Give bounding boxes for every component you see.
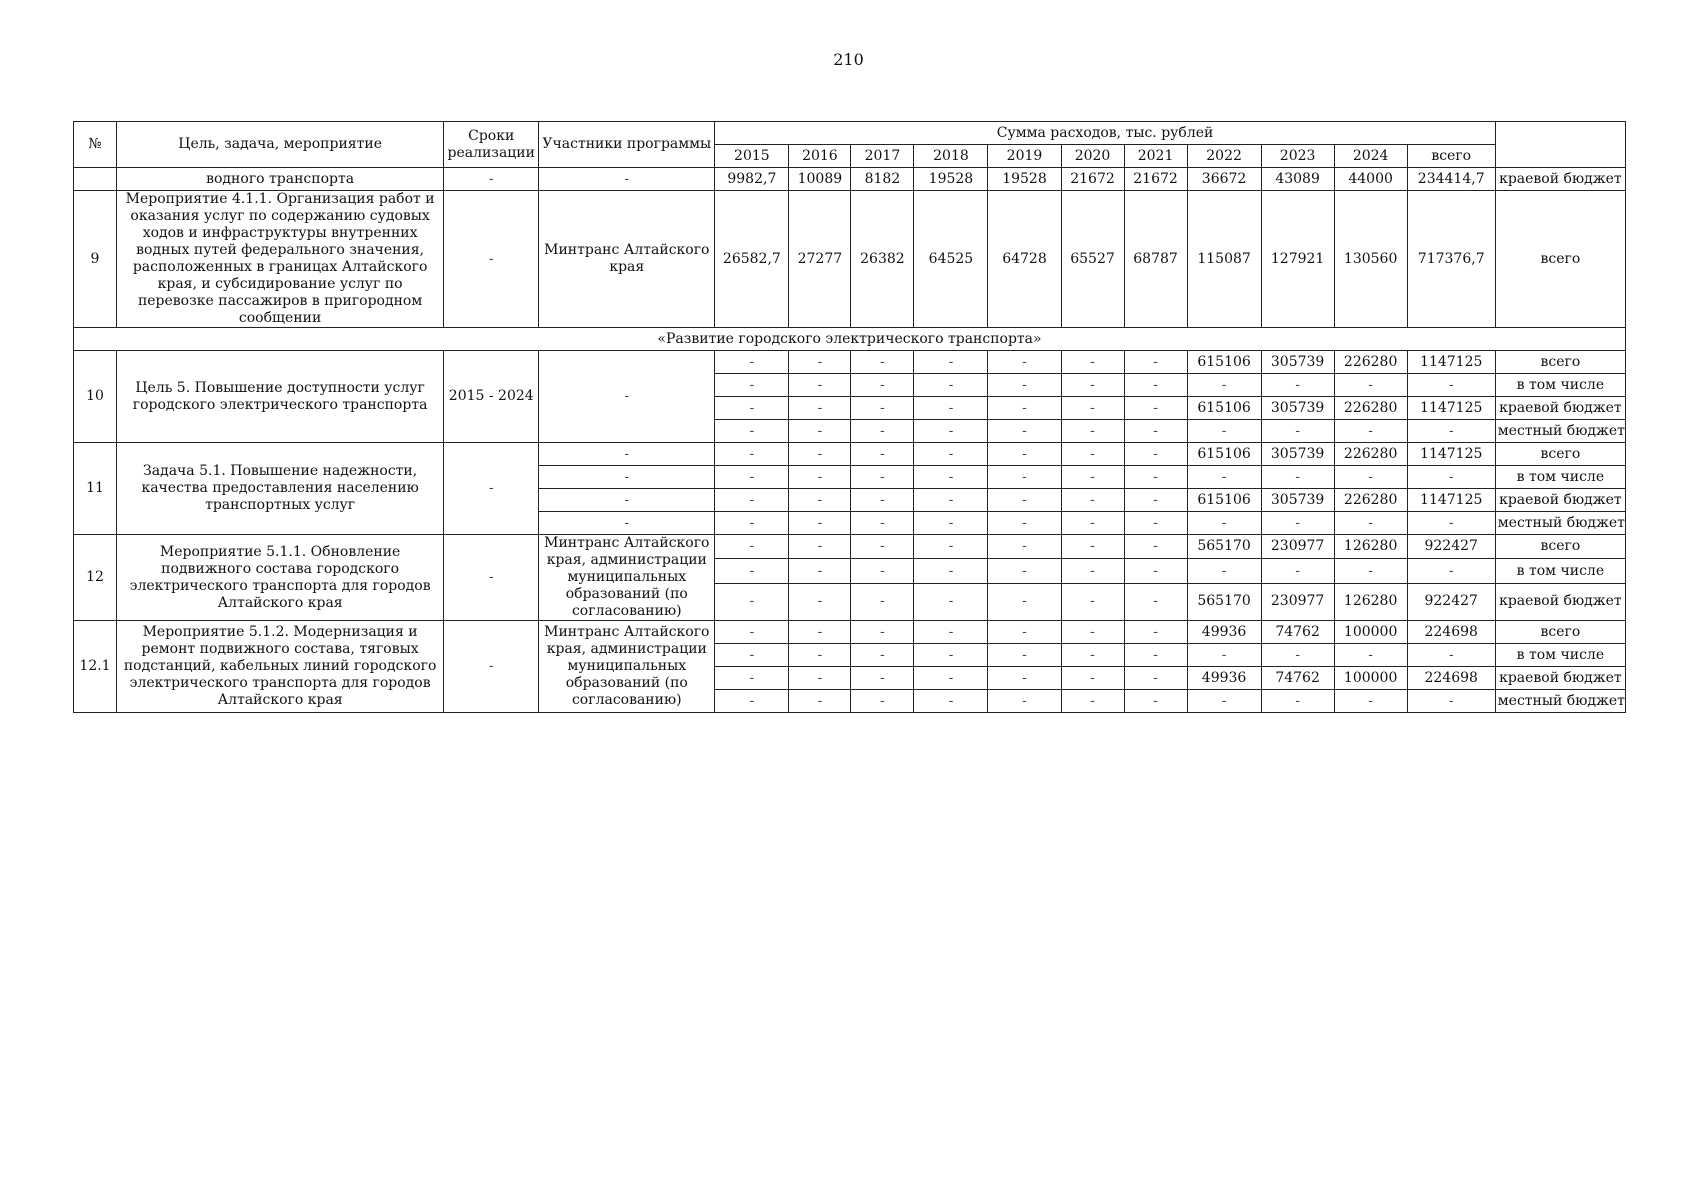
cell-value: -	[1061, 667, 1124, 690]
cell-value: 126280	[1334, 583, 1407, 620]
cell-value: 100000	[1334, 621, 1407, 644]
cell-value: 615106	[1187, 443, 1261, 466]
row-source: местный бюджет	[1495, 690, 1625, 713]
row-participants: -	[539, 466, 715, 489]
row-goal: Мероприятие 5.1.1. Обновление подвижного состава городского электрического транспорта для городов Алтайского края	[117, 535, 444, 621]
table-row	[74, 351, 1626, 374]
section-title: «Развитие городского электрического транспорта»	[74, 328, 1626, 351]
cell-total: -	[1407, 512, 1495, 535]
cell-value: -	[914, 489, 988, 512]
cell-value: -	[851, 443, 914, 466]
row-participants: -	[539, 443, 715, 466]
page-number: 210	[833, 50, 864, 69]
cell-value: 226280	[1334, 397, 1407, 420]
cell-value: -	[789, 644, 851, 667]
cell-value: -	[1061, 443, 1124, 466]
cell-value: -	[789, 374, 851, 397]
cell-value: -	[1061, 397, 1124, 420]
cell-total: -	[1407, 420, 1495, 443]
cell-value: -	[851, 351, 914, 374]
row-participants: -	[539, 489, 715, 512]
row-goal: Цель 5. Повышение доступности услуг городского электрического транспорта	[117, 351, 444, 443]
cell-value: -	[988, 351, 1061, 374]
row-source: краевой бюджет	[1495, 168, 1625, 191]
header-goal: Цель, задача, мероприятие	[117, 122, 444, 168]
cell-value: 130560	[1334, 191, 1407, 328]
cell-value: -	[914, 466, 988, 489]
cell-total: 234414,7	[1407, 168, 1495, 191]
row-goal: Мероприятие 4.1.1. Организация работ и оказания услуг по содержанию судовых ходов и инфраструктуры внутренних водных путей федерального значения, расположенных в границах Алтайского края, и субсидирование услуг по перевозке пассажиров в пригородном сообщении	[117, 191, 444, 328]
cell-value: 305739	[1261, 397, 1334, 420]
cell-total: -	[1407, 644, 1495, 667]
cell-value: -	[988, 621, 1061, 644]
cell-value: -	[851, 397, 914, 420]
cell-value: 49936	[1187, 621, 1261, 644]
cell-total: 1147125	[1407, 397, 1495, 420]
cell-value: -	[715, 690, 789, 713]
section-row	[74, 328, 1626, 351]
year-2015: 2015	[715, 145, 789, 168]
cell-value: 43089	[1261, 168, 1334, 191]
cell-value: -	[715, 621, 789, 644]
cell-value: -	[988, 512, 1061, 535]
cell-value: 230977	[1261, 535, 1334, 559]
header-num: №	[74, 122, 117, 168]
cell-value: -	[1061, 466, 1124, 489]
cell-value: -	[851, 583, 914, 620]
row-terms: 2015 - 2024	[444, 351, 539, 443]
cell-total: -	[1407, 690, 1495, 713]
cell-value: 64728	[988, 191, 1061, 328]
cell-value: -	[914, 583, 988, 620]
cell-value: -	[789, 420, 851, 443]
cell-value: 305739	[1261, 443, 1334, 466]
cell-value: 230977	[1261, 583, 1334, 620]
cell-value: -	[988, 667, 1061, 690]
cell-value: -	[851, 667, 914, 690]
row-participants: -	[539, 512, 715, 535]
cell-value: 565170	[1187, 535, 1261, 559]
cell-value: -	[1124, 351, 1187, 374]
cell-value: -	[1334, 374, 1407, 397]
table-row	[74, 443, 1626, 466]
year-2017: 2017	[851, 145, 914, 168]
cell-value: -	[1187, 512, 1261, 535]
cell-value: 226280	[1334, 443, 1407, 466]
year-2021: 2021	[1124, 145, 1187, 168]
cell-value: 74762	[1261, 621, 1334, 644]
row-source: краевой бюджет	[1495, 397, 1625, 420]
cell-value: -	[715, 351, 789, 374]
cell-value: -	[789, 559, 851, 583]
cell-value: -	[1124, 512, 1187, 535]
cell-total: 922427	[1407, 583, 1495, 620]
row-participants: Минтранс Алтайского края, администрации муниципальных образований (по согласованию)	[539, 535, 715, 621]
cell-value: -	[914, 644, 988, 667]
cell-value: -	[1061, 374, 1124, 397]
cell-total: 224698	[1407, 621, 1495, 644]
year-total: всего	[1407, 145, 1495, 168]
cell-value: -	[1124, 644, 1187, 667]
row-num: 9	[74, 191, 117, 328]
cell-value: 19528	[988, 168, 1061, 191]
cell-value: -	[789, 489, 851, 512]
row-source: краевой бюджет	[1495, 489, 1625, 512]
year-2016: 2016	[789, 145, 851, 168]
cell-value: -	[988, 583, 1061, 620]
year-2019: 2019	[988, 145, 1061, 168]
cell-value: -	[1061, 535, 1124, 559]
year-2022: 2022	[1187, 145, 1261, 168]
cell-value: -	[1124, 535, 1187, 559]
cell-value: -	[1334, 512, 1407, 535]
row-goal: водного транспорта	[117, 168, 444, 191]
row-source: в том числе	[1495, 374, 1625, 397]
cell-value: 9982,7	[715, 168, 789, 191]
cell-value: -	[914, 690, 988, 713]
cell-value: -	[914, 559, 988, 583]
row-source: всего	[1495, 351, 1625, 374]
table-row	[74, 535, 1626, 559]
header-terms: Сроки реализации	[444, 122, 539, 168]
cell-value: 68787	[1124, 191, 1187, 328]
cell-value: -	[1334, 559, 1407, 583]
cell-value: -	[715, 667, 789, 690]
cell-value: -	[851, 489, 914, 512]
cell-value: -	[914, 512, 988, 535]
cell-value: -	[914, 667, 988, 690]
cell-value: -	[1124, 397, 1187, 420]
cell-value: -	[1124, 559, 1187, 583]
header-row-1	[74, 122, 1626, 145]
row-source: местный бюджет	[1495, 512, 1625, 535]
cell-value: 126280	[1334, 535, 1407, 559]
cell-value: -	[1261, 559, 1334, 583]
row-terms: -	[444, 535, 539, 621]
cell-value: -	[851, 512, 914, 535]
cell-value: -	[988, 443, 1061, 466]
cell-value: 21672	[1124, 168, 1187, 191]
cell-value: 115087	[1187, 191, 1261, 328]
row-source: всего	[1495, 443, 1625, 466]
cell-value: -	[1124, 443, 1187, 466]
table-row	[74, 168, 1626, 191]
cell-value: -	[851, 420, 914, 443]
year-2018: 2018	[914, 145, 988, 168]
row-goal: Задача 5.1. Повышение надежности, качества предоставления населению транспортных услуг	[117, 443, 444, 535]
cell-value: -	[715, 443, 789, 466]
cell-value: -	[1261, 420, 1334, 443]
cell-value: 49936	[1187, 667, 1261, 690]
row-source: всего	[1495, 535, 1625, 559]
cell-total: 1147125	[1407, 443, 1495, 466]
cell-value: -	[1061, 644, 1124, 667]
table-row	[74, 191, 1626, 328]
cell-value: -	[851, 466, 914, 489]
cell-value: 100000	[1334, 667, 1407, 690]
cell-value: -	[1334, 690, 1407, 713]
cell-value: -	[715, 644, 789, 667]
cell-value: -	[715, 374, 789, 397]
cell-value: -	[1334, 644, 1407, 667]
header-participants: Участники программы	[539, 122, 715, 168]
cell-value: -	[914, 351, 988, 374]
row-num: 11	[74, 443, 117, 535]
cell-value: -	[914, 443, 988, 466]
cell-value: 615106	[1187, 351, 1261, 374]
cell-value: -	[1334, 420, 1407, 443]
cell-value: -	[914, 374, 988, 397]
row-num: 12.1	[74, 621, 117, 713]
row-goal: Мероприятие 5.1.2. Модернизация и ремонт подвижного состава, тяговых подстанций, кабельных линий городского электрического транспорта для городов Алтайского края	[117, 621, 444, 713]
cell-value: -	[1124, 667, 1187, 690]
row-source: краевой бюджет	[1495, 583, 1625, 620]
cell-value: -	[1187, 466, 1261, 489]
cell-total: -	[1407, 466, 1495, 489]
cell-value: -	[914, 535, 988, 559]
cell-value: -	[1334, 466, 1407, 489]
cell-value: -	[789, 583, 851, 620]
row-terms: -	[444, 621, 539, 713]
row-source: в том числе	[1495, 644, 1625, 667]
cell-value: -	[789, 512, 851, 535]
cell-value: -	[715, 535, 789, 559]
cell-value: 26382	[851, 191, 914, 328]
cell-value: -	[1187, 690, 1261, 713]
cell-value: -	[1261, 644, 1334, 667]
cell-value: -	[1061, 489, 1124, 512]
cell-value: -	[789, 690, 851, 713]
table-row	[74, 621, 1626, 644]
cell-value: -	[1061, 559, 1124, 583]
cell-value: 565170	[1187, 583, 1261, 620]
cell-value: -	[1061, 621, 1124, 644]
cell-value: 26582,7	[715, 191, 789, 328]
cell-value: -	[851, 374, 914, 397]
cell-value: -	[1261, 466, 1334, 489]
year-2020: 2020	[1061, 145, 1124, 168]
cell-value: -	[1124, 489, 1187, 512]
cell-value: -	[988, 397, 1061, 420]
row-terms: -	[444, 191, 539, 328]
cell-value: 21672	[1061, 168, 1124, 191]
cell-value: -	[1261, 512, 1334, 535]
year-2023: 2023	[1261, 145, 1334, 168]
cell-value: 226280	[1334, 489, 1407, 512]
cell-value: -	[715, 559, 789, 583]
cell-value: -	[988, 535, 1061, 559]
cell-value: 36672	[1187, 168, 1261, 191]
cell-total: 1147125	[1407, 489, 1495, 512]
cell-value: -	[988, 559, 1061, 583]
cell-value: -	[1187, 374, 1261, 397]
cell-value: -	[914, 420, 988, 443]
cell-value: -	[1124, 374, 1187, 397]
cell-value: -	[1061, 690, 1124, 713]
row-source: местный бюджет	[1495, 420, 1625, 443]
cell-value: -	[1061, 420, 1124, 443]
cell-value: 615106	[1187, 397, 1261, 420]
cell-value: -	[988, 489, 1061, 512]
cell-value: -	[1187, 644, 1261, 667]
year-2024: 2024	[1334, 145, 1407, 168]
row-source: в том числе	[1495, 559, 1625, 583]
cell-value: -	[789, 443, 851, 466]
cell-value: -	[789, 466, 851, 489]
cell-value: 27277	[789, 191, 851, 328]
row-participants: Минтранс Алтайского края	[539, 191, 715, 328]
row-terms: -	[444, 443, 539, 535]
budget-table	[73, 121, 1626, 713]
cell-value: 305739	[1261, 351, 1334, 374]
cell-value: 226280	[1334, 351, 1407, 374]
cell-value: 74762	[1261, 667, 1334, 690]
cell-value: -	[715, 583, 789, 620]
cell-value: -	[988, 374, 1061, 397]
cell-value: 615106	[1187, 489, 1261, 512]
cell-value: -	[789, 351, 851, 374]
cell-value: -	[1261, 690, 1334, 713]
cell-value: -	[1061, 583, 1124, 620]
cell-value: -	[715, 397, 789, 420]
cell-value: 44000	[1334, 168, 1407, 191]
cell-value: -	[851, 559, 914, 583]
row-participants: -	[539, 168, 715, 191]
header-source	[1495, 122, 1625, 168]
cell-value: 305739	[1261, 489, 1334, 512]
row-terms: -	[444, 168, 539, 191]
cell-value: 64525	[914, 191, 988, 328]
cell-value: -	[1187, 420, 1261, 443]
cell-value: -	[789, 667, 851, 690]
cell-total: 1147125	[1407, 351, 1495, 374]
cell-value: -	[789, 397, 851, 420]
row-source: в том числе	[1495, 466, 1625, 489]
row-participants: Минтранс Алтайского края, администрации муниципальных образований (по согласованию)	[539, 621, 715, 713]
cell-value: -	[715, 420, 789, 443]
cell-value: 65527	[1061, 191, 1124, 328]
cell-value: -	[1124, 466, 1187, 489]
cell-value: -	[1061, 351, 1124, 374]
cell-value: -	[1261, 374, 1334, 397]
cell-value: 10089	[789, 168, 851, 191]
cell-value: -	[715, 489, 789, 512]
cell-value: -	[789, 535, 851, 559]
cell-total: 922427	[1407, 535, 1495, 559]
cell-value: -	[715, 512, 789, 535]
cell-value: -	[1124, 420, 1187, 443]
cell-value: -	[988, 690, 1061, 713]
cell-value: -	[1124, 583, 1187, 620]
cell-value: -	[914, 397, 988, 420]
cell-value: -	[789, 621, 851, 644]
cell-value: -	[988, 644, 1061, 667]
row-num: 12	[74, 535, 117, 621]
row-num: 10	[74, 351, 117, 443]
cell-value: -	[851, 621, 914, 644]
cell-total: 224698	[1407, 667, 1495, 690]
cell-value: 8182	[851, 168, 914, 191]
cell-value: 19528	[914, 168, 988, 191]
cell-value: -	[1187, 559, 1261, 583]
cell-value: -	[1124, 621, 1187, 644]
cell-value: -	[1124, 690, 1187, 713]
row-source: всего	[1495, 191, 1625, 328]
cell-value: -	[914, 621, 988, 644]
row-source: краевой бюджет	[1495, 667, 1625, 690]
cell-value: -	[988, 466, 1061, 489]
row-participants: -	[539, 351, 715, 443]
row-source: всего	[1495, 621, 1625, 644]
cell-total: 717376,7	[1407, 191, 1495, 328]
cell-value: 127921	[1261, 191, 1334, 328]
row-num	[74, 168, 117, 191]
cell-value: -	[988, 420, 1061, 443]
cell-total: -	[1407, 374, 1495, 397]
cell-value: -	[851, 690, 914, 713]
cell-value: -	[851, 535, 914, 559]
cell-value: -	[715, 466, 789, 489]
cell-total: -	[1407, 559, 1495, 583]
cell-value: -	[1061, 512, 1124, 535]
header-sum: Сумма расходов, тыс. рублей	[715, 122, 1495, 145]
cell-value: -	[851, 644, 914, 667]
